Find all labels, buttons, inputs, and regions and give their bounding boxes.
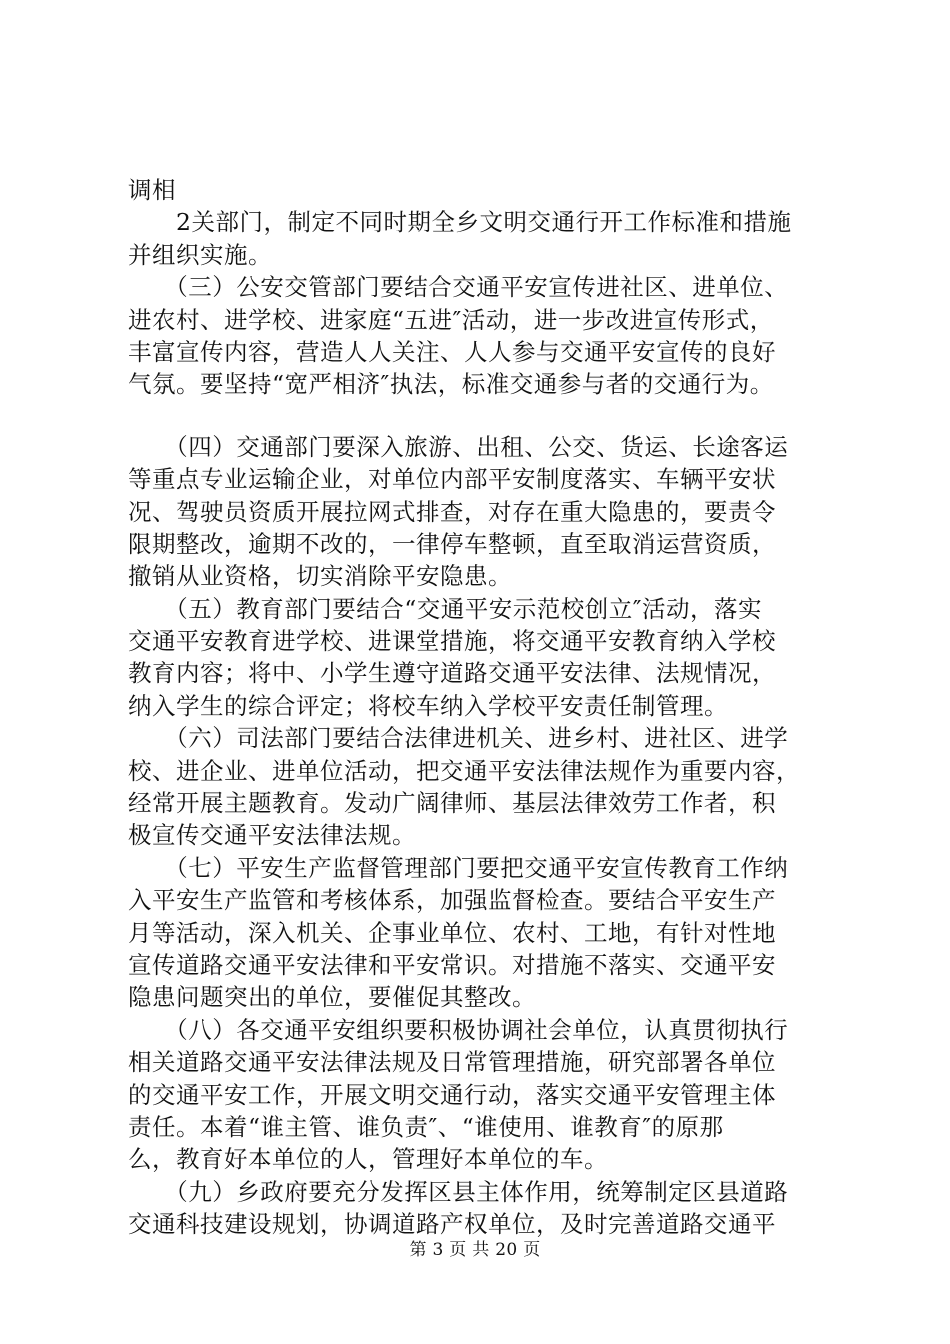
text-line: （三）公安交管部门要结合交通平安宣传进社区、进单位、	[128, 273, 789, 302]
text-line: 2关部门，制定不同时期全乡文明交通行开工作标准和措施	[128, 208, 792, 237]
text-line: 纳入学生的综合评定；将校车纳入学校平安责任制管理。	[128, 691, 728, 720]
text-line: （七）平安生产监督管理部门要把交通平安宣传教育工作纳	[128, 853, 789, 882]
text-line: 隐患问题突出的单位，要催促其整改。	[128, 983, 536, 1012]
text-line: 进农村、进学校、进家庭“五进″活动，进一步改进宣传形式，	[128, 305, 774, 334]
text-line: 况、驾驶员资质开展拉网式排查，对存在重大隐患的，要责令	[128, 497, 776, 526]
text-line: 限期整改，逾期不改的，一律停车整顿，直至取消运营资质，	[128, 529, 776, 558]
text-line: （九）乡政府要充分发挥区县主体作用，统筹制定区县道路	[128, 1177, 789, 1206]
document-body	[128, 174, 838, 1241]
text-line: 的交通平安工作，开展文明交通行动，落实交通平安管理主体	[128, 1080, 776, 1109]
text-line: 宣传道路交通平安法律和平安常识。对措施不落实、交通平安	[128, 950, 776, 979]
text-line: （四）交通部门要深入旅游、出租、公交、货运、长途客运	[128, 432, 789, 461]
text-line: 撤销从业资格，切实消除平安隐患。	[128, 562, 512, 591]
text-line: 等重点专业运输企业，对单位内部平安制度落实、车辆平安状	[128, 465, 776, 494]
text-line: 丰富宣传内容，营造人人关注、人人参与交通平安宣传的良好	[128, 337, 776, 366]
text-line: 责任。本着“谁主管、谁负责″、“谁使用、谁教育″的原那	[128, 1112, 724, 1141]
text-line: 极宣传交通平安法律法规。	[128, 821, 416, 850]
text-line: 经常开展主题教育。发动广阔律师、基层法律效劳工作者，积	[128, 789, 776, 818]
text-line: 并组织实施。	[128, 240, 272, 269]
text-line: 交通科技建设规划，协调道路产权单位，及时完善道路交通平	[128, 1210, 776, 1239]
page-number-footer: 第 3 页 共 20 页	[409, 1240, 541, 1260]
text-line: 入平安生产监管和考核体系，加强监督检查。要结合平安生产	[128, 886, 776, 915]
text-line: 气氛。要坚持“宽严相济″执法，标准交通参与者的交通行为。	[128, 370, 774, 399]
text-line: （六）司法部门要结合法律进机关、进乡村、进社区、进学	[128, 724, 789, 753]
text-line: 交通平安教育进学校、进课堂措施，将交通平安教育纳入学校	[128, 627, 776, 656]
text-line: （五）教育部门要结合“交通平安示范校创立″活动，落实	[128, 594, 763, 623]
text-line: 教育内容；将中、小学生遵守道路交通平安法律、法规情况，	[128, 659, 776, 688]
paragraph-gap	[128, 401, 838, 431]
text-line: 么，教育好本单位的人，管理好本单位的车。	[128, 1145, 608, 1174]
text-line: 校、进企业、进单位活动，把交通平安法律法规作为重要内容，	[128, 756, 800, 785]
text-line: 月等活动，深入机关、企事业单位、农村、工地，有针对性地	[128, 918, 776, 947]
text-line: （八）各交通平安组织要积极协调社会单位，认真贯彻执行	[128, 1015, 789, 1044]
text-line: 调相	[128, 176, 176, 204]
text-line: 相关道路交通平安法律法规及日常管理措施，研究部署各单位	[128, 1048, 776, 1077]
